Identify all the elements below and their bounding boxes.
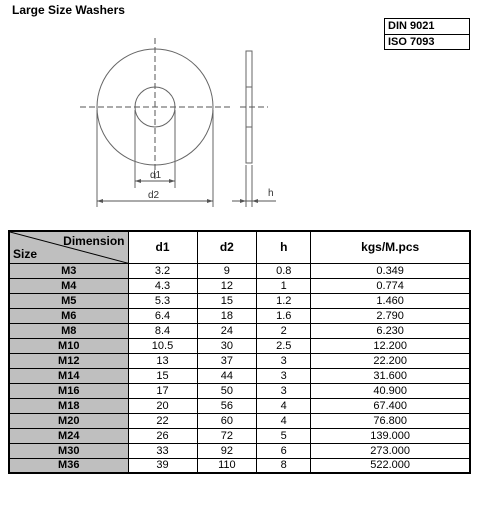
standard-din: DIN 9021 bbox=[388, 20, 435, 32]
d2-cell: 15 bbox=[197, 293, 257, 308]
column-header-kgs: kgs/M.pcs bbox=[311, 231, 470, 263]
h-cell: 1.6 bbox=[257, 308, 311, 323]
washer-drawing bbox=[0, 0, 479, 228]
washer-spec-table bbox=[8, 230, 471, 474]
h-cell: 1 bbox=[257, 278, 311, 293]
h-cell: 4 bbox=[257, 413, 311, 428]
h-cell: 6 bbox=[257, 443, 311, 458]
size-cell: M6 bbox=[9, 308, 128, 323]
d1-cell: 39 bbox=[128, 458, 197, 473]
table-row bbox=[9, 353, 470, 368]
d2-cell: 44 bbox=[197, 368, 257, 383]
d2-cell: 110 bbox=[197, 458, 257, 473]
page-title: Large Size Washers bbox=[12, 3, 125, 17]
d1-cell: 3.2 bbox=[128, 263, 197, 278]
d1-cell: 5.3 bbox=[128, 293, 197, 308]
h-cell: 8 bbox=[257, 458, 311, 473]
size-cell: M12 bbox=[9, 353, 128, 368]
kgs-cell: 76.800 bbox=[311, 413, 470, 428]
table-row bbox=[9, 383, 470, 398]
corner-label-size: Size bbox=[13, 246, 38, 261]
size-cell: M36 bbox=[9, 458, 128, 473]
table-row bbox=[9, 323, 470, 338]
table-row bbox=[9, 413, 470, 428]
table-row bbox=[9, 398, 470, 413]
column-header-d1: d1 bbox=[128, 231, 197, 263]
h-cell: 3 bbox=[257, 383, 311, 398]
size-cell: M24 bbox=[9, 428, 128, 443]
size-cell: M14 bbox=[9, 368, 128, 383]
d1-cell: 6.4 bbox=[128, 308, 197, 323]
kgs-cell: 1.460 bbox=[311, 293, 470, 308]
h-cell: 2 bbox=[257, 323, 311, 338]
table-row bbox=[9, 278, 470, 293]
kgs-cell: 2.790 bbox=[311, 308, 470, 323]
size-cell: M16 bbox=[9, 383, 128, 398]
table-row bbox=[9, 293, 470, 308]
h-cell: 0.8 bbox=[257, 263, 311, 278]
h-cell: 4 bbox=[257, 398, 311, 413]
size-cell: M10 bbox=[9, 338, 128, 353]
d2-cell: 60 bbox=[197, 413, 257, 428]
d2-cell: 72 bbox=[197, 428, 257, 443]
size-cell: M3 bbox=[9, 263, 128, 278]
table-row bbox=[9, 458, 470, 473]
column-header-h: h bbox=[257, 231, 311, 263]
d1-cell: 13 bbox=[128, 353, 197, 368]
kgs-cell: 273.000 bbox=[311, 443, 470, 458]
h-cell: 2.5 bbox=[257, 338, 311, 353]
d2-cell: 9 bbox=[197, 263, 257, 278]
kgs-cell: 139.000 bbox=[311, 428, 470, 443]
h-cell: 3 bbox=[257, 353, 311, 368]
column-header-d2: d2 bbox=[197, 231, 257, 263]
corner-label-dimension: Dimension bbox=[63, 234, 125, 248]
table-row bbox=[9, 338, 470, 353]
h-label: h bbox=[268, 188, 274, 199]
table-header-row bbox=[9, 231, 470, 263]
standard-iso: ISO 7093 bbox=[385, 34, 469, 49]
d1-cell: 17 bbox=[128, 383, 197, 398]
table-row bbox=[9, 368, 470, 383]
table-row bbox=[9, 308, 470, 323]
size-cell: M30 bbox=[9, 443, 128, 458]
d1-cell: 4.3 bbox=[128, 278, 197, 293]
d2-cell: 37 bbox=[197, 353, 257, 368]
h-cell: 5 bbox=[257, 428, 311, 443]
d1-cell: 22 bbox=[128, 413, 197, 428]
kgs-cell: 12.200 bbox=[311, 338, 470, 353]
d2-cell: 92 bbox=[197, 443, 257, 458]
kgs-cell: 40.900 bbox=[311, 383, 470, 398]
kgs-cell: 0.774 bbox=[311, 278, 470, 293]
d2-cell: 12 bbox=[197, 278, 257, 293]
d1-cell: 8.4 bbox=[128, 323, 197, 338]
kgs-cell: 6.230 bbox=[311, 323, 470, 338]
kgs-cell: 0.349 bbox=[311, 263, 470, 278]
d1-cell: 10.5 bbox=[128, 338, 197, 353]
d2-label: d2 bbox=[148, 190, 160, 201]
kgs-cell: 67.400 bbox=[311, 398, 470, 413]
size-cell: M4 bbox=[9, 278, 128, 293]
size-cell: M8 bbox=[9, 323, 128, 338]
d2-cell: 56 bbox=[197, 398, 257, 413]
size-cell: M5 bbox=[9, 293, 128, 308]
d1-label: d1 bbox=[150, 170, 162, 181]
d1-cell: 26 bbox=[128, 428, 197, 443]
d1-cell: 15 bbox=[128, 368, 197, 383]
kgs-cell: 31.600 bbox=[311, 368, 470, 383]
d2-cell: 50 bbox=[197, 383, 257, 398]
size-cell: M20 bbox=[9, 413, 128, 428]
table-row bbox=[9, 443, 470, 458]
corner-header-cell bbox=[9, 231, 128, 263]
d1-cell: 33 bbox=[128, 443, 197, 458]
kgs-cell: 522.000 bbox=[311, 458, 470, 473]
kgs-cell: 22.200 bbox=[311, 353, 470, 368]
d2-cell: 24 bbox=[197, 323, 257, 338]
table-row bbox=[9, 428, 470, 443]
d2-cell: 30 bbox=[197, 338, 257, 353]
d2-cell: 18 bbox=[197, 308, 257, 323]
size-cell: M18 bbox=[9, 398, 128, 413]
d1-cell: 20 bbox=[128, 398, 197, 413]
h-cell: 3 bbox=[257, 368, 311, 383]
table-row bbox=[9, 263, 470, 278]
h-cell: 1.2 bbox=[257, 293, 311, 308]
